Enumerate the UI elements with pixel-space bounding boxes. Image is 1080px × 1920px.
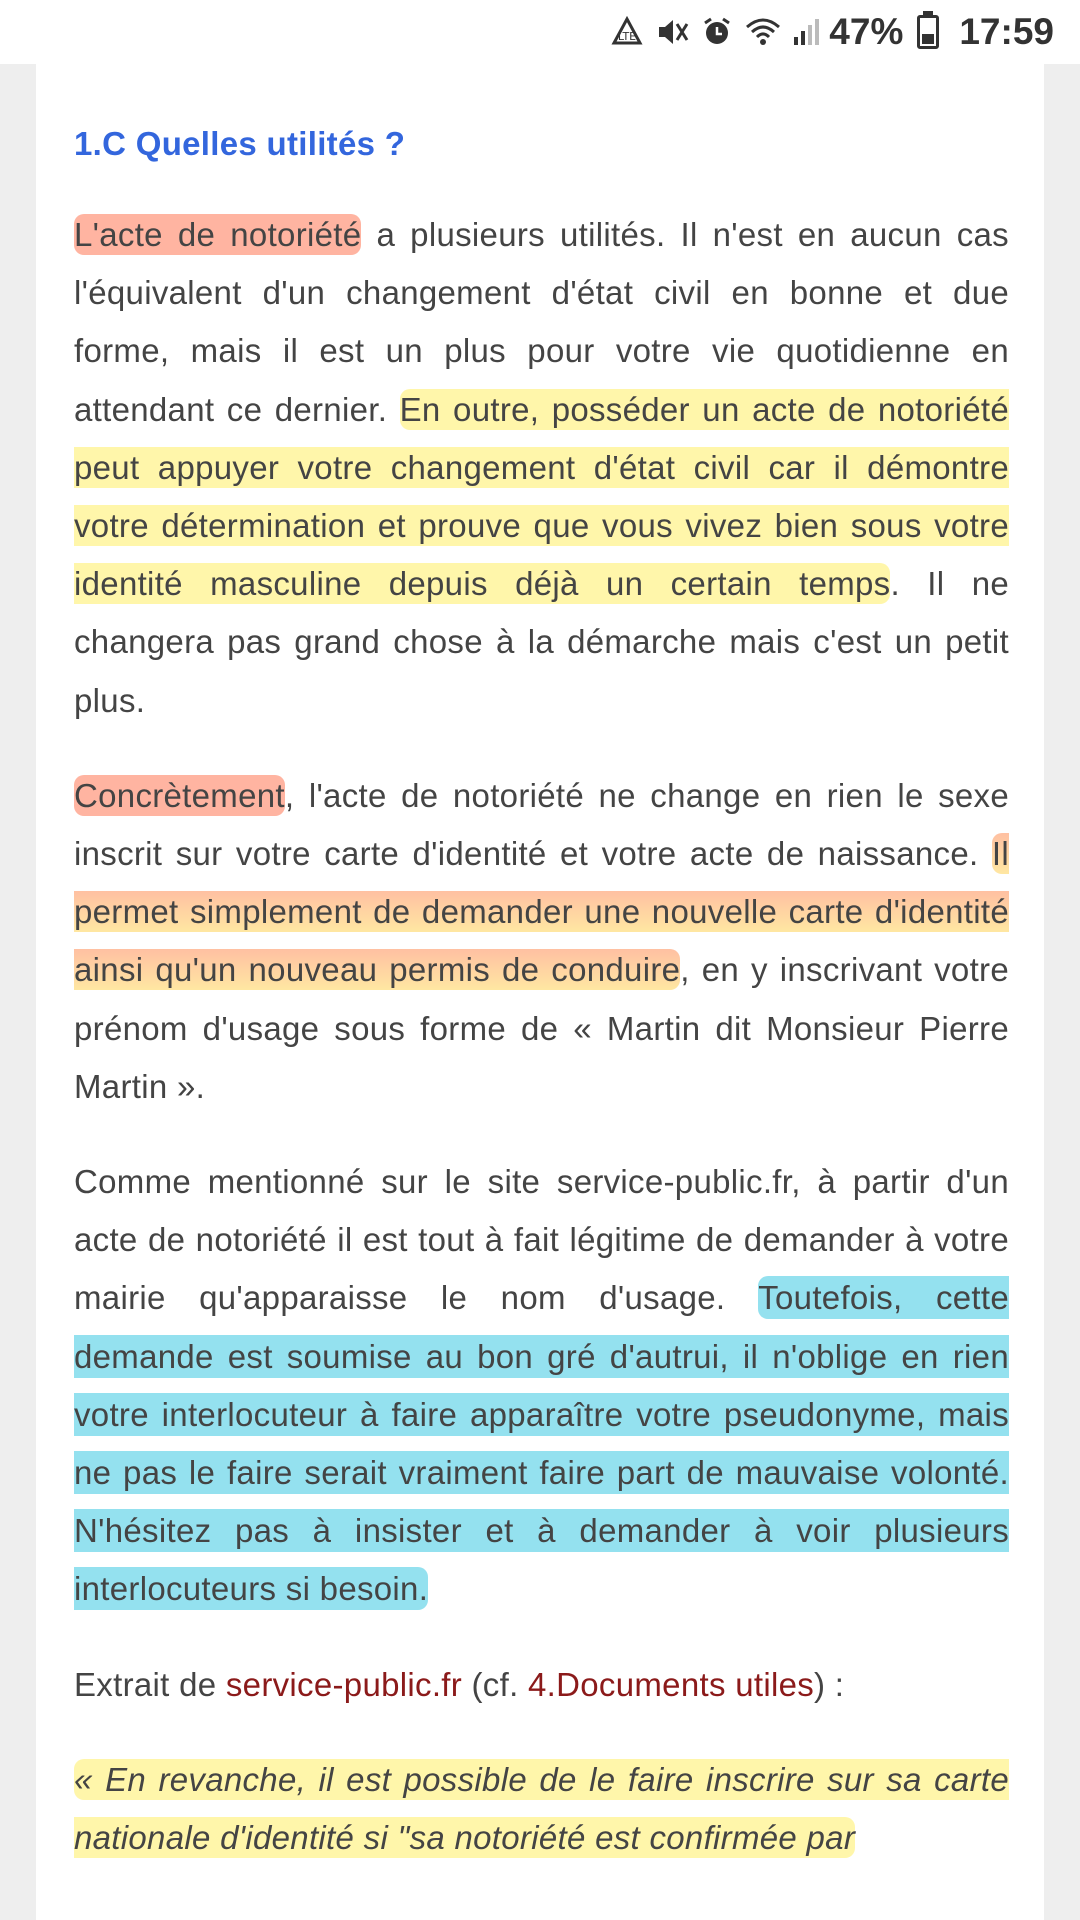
article-content: [74, 64, 1009, 1904]
paragraph-2-text: , l'acte de notoriété ne change en rien le sexe inscrit sur votre carte d'identité et votre acte de naissance.: [74, 776, 1009, 873]
battery-percentage: 47%: [829, 11, 904, 52]
highlight-permet-simplement: Il permet simplement de demander une nouvelle carte d'identité ainsi qu'un nouveau permis de conduire: [74, 835, 1009, 989]
paragraph-1-end: . Il ne changera pas grand chose à la démarche mais c'est un petit plus.: [74, 565, 1010, 719]
data-saver-icon: [611, 16, 643, 48]
quote-paragraph: [74, 1751, 1009, 1867]
highlight-toutefois: Toutefois, cette demande est soumise au bon gré d'autrui, il n'oblige en rien votre interlocuteur à faire apparaître votre pseudonyme, mais ne pas le faire serait vraiment faire part de mauvaise volonté. N'hésitez pas à insister et à demander à voir plusieurs interlocuteurs si besoin.: [74, 1276, 1009, 1610]
article-card: [36, 64, 1044, 1920]
clock: 17:59: [959, 11, 1054, 52]
highlight-quote: « En revanche, il est possible de le faire inscrire sur sa carte nationale d'identité si "sa notoriété est confirmée par: [74, 1760, 1009, 1857]
status-bar: [0, 0, 1080, 64]
extract-suffix: ) :: [814, 1665, 845, 1703]
battery-icon: [917, 15, 939, 49]
wifi-icon: [745, 17, 781, 47]
alarm-icon: [701, 16, 733, 48]
extract-middle: (cf.: [462, 1665, 529, 1703]
paragraph-2-end: , en y inscrivant votre prénom d'usage sous forme de « Martin dit Monsieur Pierre Martin ».: [74, 951, 1009, 1105]
highlight-en-outre: En outre, posséder un acte de notoriété peut appuyer votre changement d'état civil car il démontre votre détermination et prouve que vous vivez bien sous votre identité masculine depuis déjà un certain temps: [74, 390, 1009, 603]
documents-utiles-link[interactable]: 4.Documents utiles: [528, 1665, 815, 1703]
section-heading: 1.C Quelles utilités ?: [74, 125, 406, 162]
service-public-link[interactable]: service-public.fr: [225, 1665, 463, 1703]
signal-icon: [793, 17, 819, 47]
extract-prefix: Extrait de: [74, 1665, 226, 1703]
extract-line: [74, 1656, 1009, 1714]
paragraph-3-text: Comme mentionné sur le site service-public.fr, à partir d'un acte de notoriété il est tout à fait légitime de demander à votre mairie qu'apparaisse le nom d'usage.: [74, 1163, 1009, 1317]
paragraph-1: [74, 206, 1009, 730]
svg-text:LTE: LTE: [618, 30, 637, 43]
highlight-acte-de-notoriete: L'acte de notoriété: [74, 216, 362, 253]
paragraph-1-text: a plusieurs utilités. Il n'est en aucun cas l'équivalent d'un changement d'état civil en bonne et due forme, mais il est un plus pour votre vie quotidienne en attendant ce dernier.: [74, 216, 1009, 428]
mute-vibrate-icon: [655, 16, 689, 48]
highlight-concretement: Concrètement: [74, 776, 285, 814]
paragraph-3: [74, 1153, 1009, 1619]
paragraph-2: [74, 767, 1009, 1116]
